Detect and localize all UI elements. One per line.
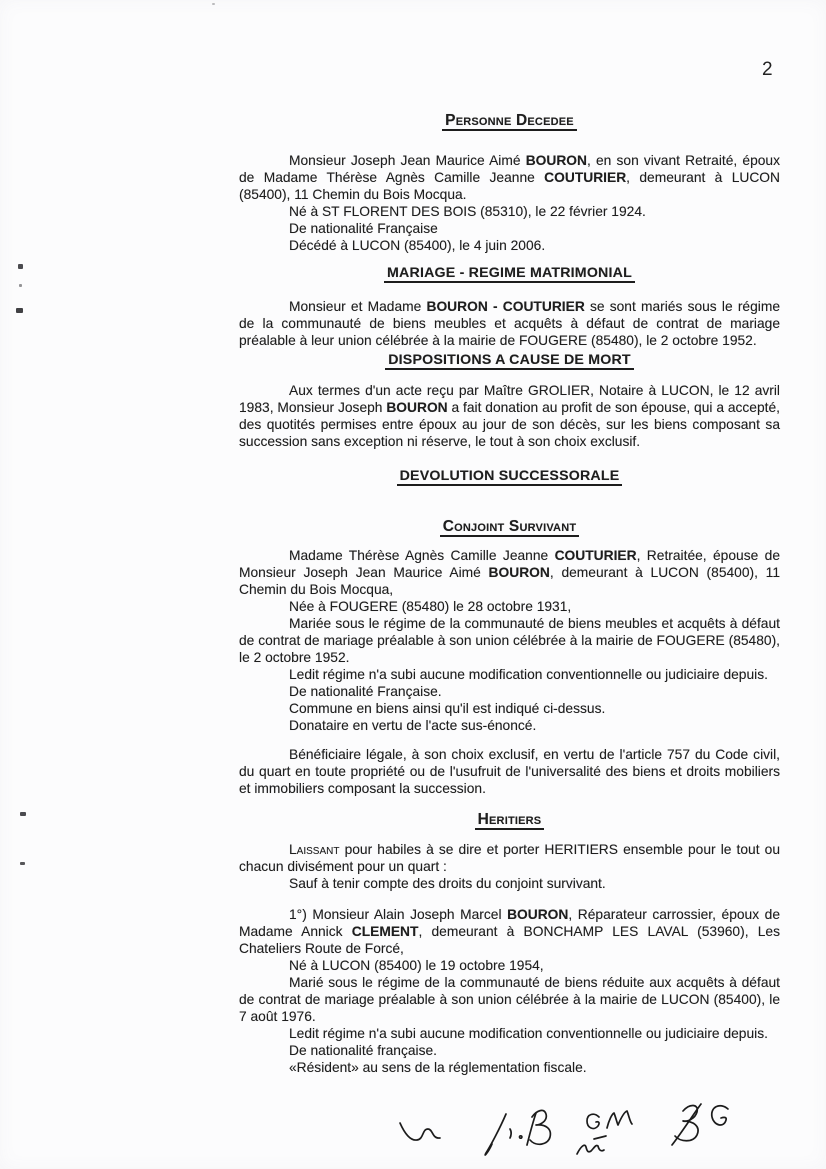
para-heritier1-regime-modification: Ledit régime n'a subi aucune modification conventionnelle ou judiciaire depuis. xyxy=(289,1026,768,1041)
heading-conjoint-survivant xyxy=(239,518,780,535)
line-heritier1-resident: «Résident» au sens de la réglementation fiscale. xyxy=(289,1060,587,1075)
para-heritier-1: 1°) Monsieur Alain Joseph Marcel BOURON, Réparateur carrossier, époux de Madame Annick CLEMENT, demeurant à BONCHAMP LES LAVAL (53960), Les Chateliers Route de Forcé, xyxy=(239,907,781,956)
para-heritier1-regime: Marié sous le régime de la communauté de biens réduite aux acquêts à défaut de contrat de mariage préalable à son union célébrée à la mairie de LUCON (85400), le 7 août 1976. xyxy=(239,975,780,1024)
para-beneficiaire: Bénéficiaire légale, à son choix exclusif, en vertu de l'article 757 du Code civil, du quart en toute propriété ou de l'usufruit de l'universalité des biens et droits mobiliers et immobiliers composant la succession. xyxy=(239,747,780,796)
initials-gm-mark xyxy=(577,1111,632,1154)
scan-artifact xyxy=(18,264,23,269)
initials-jb-mark xyxy=(485,1110,550,1155)
para-conjoint-identite: Madame Thérèse Agnès Camille Jeanne COUTURIER, Retraitée, épouse de Monsieur Joseph Jean Maurice Aimé BOURON, demeurant à LUCON (85400), 11 Chemin du Bois Mocqua, xyxy=(239,548,780,597)
line-defunt-nationalite: De nationalité Française xyxy=(289,221,438,236)
heading-text: MARIAGE - REGIME MATRIMONIAL xyxy=(384,265,635,283)
para-laissant: Laissant pour habiles à se dire et porter HERITIERS ensemble pour le tout ou chacun divisément pour un quart : xyxy=(239,842,780,874)
scan-artifact xyxy=(212,3,215,5)
initials-bg-mark xyxy=(672,1104,728,1145)
heading-text: DEVOLUTION SUCCESSORALE xyxy=(397,468,623,486)
scan-artifact xyxy=(19,284,22,287)
document-body xyxy=(239,0,780,1076)
line-defunt-deces: Décédé à LUCON (85400), le 4 juin 2006. xyxy=(289,238,546,253)
heading-heritiers xyxy=(239,811,780,828)
heading-dispositions xyxy=(239,352,780,369)
heading-text: Personne Decedee xyxy=(442,112,577,131)
scan-artifact xyxy=(16,308,23,313)
heading-devolution xyxy=(239,468,780,485)
paraph-squiggle-mark xyxy=(400,1123,440,1140)
line-conjoint-donataire: Donataire en vertu de l'acte sus-énoncé. xyxy=(289,718,537,733)
heading-text: Conjoint Survivant xyxy=(440,518,580,537)
scan-artifact xyxy=(20,812,26,816)
scan-artifact xyxy=(20,862,25,865)
para-defunt-identite: Monsieur Joseph Jean Maurice Aimé BOURON, en son vivant Retraité, époux de Madame Thérèse Agnès Camille Jeanne COUTURIER, demeurant à LUCON (85400), 11 Chemin du Bois Mocqua. xyxy=(239,153,781,202)
para-conjoint-regime: Mariée sous le régime de la communauté de biens meubles et acquêts à défaut de contrat de mariage préalable à son union célébrée à la mairie de FOUGERE (85480), le 2 octobre 1952. xyxy=(239,616,780,665)
page-number: 2 xyxy=(762,59,773,80)
line-defunt-naissance: Né à ST FLORENT DES BOIS (85310), le 22 février 1924. xyxy=(289,204,646,219)
line-sauf-conjoint: Sauf à tenir compte des droits du conjoint survivant. xyxy=(289,876,606,891)
para-regime-matrimonial: Monsieur et Madame BOURON - COUTURIER se sont mariés sous le régime de la communauté de biens meubles et acquêts à défaut de contrat de mariage préalable à leur union célébrée à la mairie de FOUGERE (85480), le 2 octobre 1952. xyxy=(239,299,780,348)
heading-mariage-regime xyxy=(239,265,780,282)
para-conjoint-regime-modification: Ledit régime n'a subi aucune modification conventionnelle ou judiciaire depuis. xyxy=(289,667,768,682)
line-heritier1-nationalite: De nationalité française. xyxy=(289,1043,438,1058)
para-donation: Aux termes d'un acte reçu par Maître GROLIER, Notaire à LUCON, le 12 avril 1983, Monsieur Joseph BOURON a fait donation au profit de son épouse, qui a accepté, des quotités permises entre époux au jour de son décès, sur les biens composant sa succession sans exception ni réserve, le tout à son choix exclusif. xyxy=(239,383,780,449)
heading-text: Heritiers xyxy=(475,811,545,830)
heading-personne-decedee xyxy=(239,112,780,129)
line-conjoint-nationalite: De nationalité Française. xyxy=(289,684,442,699)
heading-text: DISPOSITIONS A CAUSE DE MORT xyxy=(385,352,634,370)
line-conjoint-naissance: Née à FOUGERE (85480) le 28 octobre 1931, xyxy=(289,599,572,614)
line-conjoint-commune: Commune en biens ainsi qu'il est indiqué ci-dessus. xyxy=(289,701,606,716)
handwritten-initials xyxy=(380,1095,780,1169)
line-heritier1-naissance: Né à LUCON (85400) le 19 octobre 1954, xyxy=(289,958,544,973)
